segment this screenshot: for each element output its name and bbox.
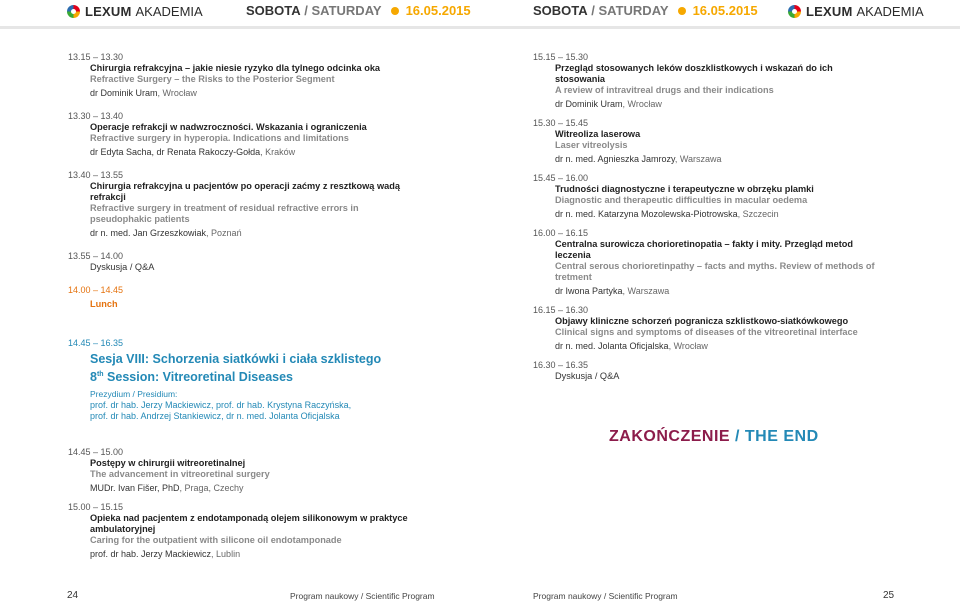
talk-speaker <box>90 482 408 494</box>
lunch-item <box>68 285 408 310</box>
speaker-city: , Lublin <box>211 549 241 560</box>
talk-item <box>533 173 883 220</box>
talk-time: 15.00 – 15.15 <box>68 502 124 513</box>
lunch-label: Lunch <box>90 299 118 309</box>
day-sep: / <box>300 3 312 18</box>
footer-label-right: Program naukowy / Scientific Program <box>533 591 678 601</box>
discussion-item <box>533 360 883 382</box>
talk-speaker <box>555 98 883 110</box>
talk-item <box>533 52 883 110</box>
page-number-left: 24 <box>67 590 79 601</box>
right-column <box>533 52 883 382</box>
speaker-city: , Warszawa <box>674 154 722 164</box>
discussion-label: Dyskusja / Q&A <box>555 371 620 381</box>
speaker-name: dr Edyta Sacha, dr Renata Rakoczy-Gołda <box>90 147 261 157</box>
logo-brand: LEXUM <box>85 3 132 19</box>
header-date-left <box>246 3 471 18</box>
lexum-logo-left <box>67 2 203 20</box>
talk-title-en: Diagnostic and therapeutic difficulties in macular oedema <box>555 195 808 205</box>
header-date-right <box>533 3 758 18</box>
talk-title-en: The advancement in vitreoretinal surgery <box>90 469 270 480</box>
speaker-name: dr n. med. Jolanta Oficjalska <box>555 341 669 351</box>
day-pl: SOBOTA <box>533 3 588 18</box>
footer-label-left: Program naukowy / Scientific Program <box>290 591 435 601</box>
talk-time: 15.30 – 15.45 <box>533 118 589 128</box>
date: 16.05.2015 <box>692 3 758 18</box>
talk-item <box>533 305 883 352</box>
speaker-name: dr n. med. Katarzyna Mozolewska-Piotrowska <box>555 209 738 219</box>
talk-title-pl: Objawy kliniczne schorzeń pogranicza szklistkowo-siatkówkowego <box>555 316 849 326</box>
talk-speaker <box>555 208 883 220</box>
speaker-name: dr Dominik Uram <box>90 88 158 98</box>
lexum-logo-right <box>788 2 924 20</box>
left-column <box>68 52 408 560</box>
talk-title-en: Refractive surgery in hyperopia. Indications and limitations <box>90 133 349 143</box>
talk-title-pl: Chirurgia refrakcyjna – jakie niesie ryzyko dla tylnego odcinka oka <box>90 63 381 73</box>
lunch-time: 14.00 – 14.45 <box>68 285 124 295</box>
talk-title-pl: Chirurgia refrakcyjna u pacjentów po operacji zaćmy z resztkową wadą refrakcji <box>90 181 400 202</box>
speaker-city: , Warszawa <box>622 286 670 296</box>
talk-item <box>533 118 883 165</box>
speaker-city: , Szczecin <box>737 209 779 219</box>
talk-item <box>68 170 408 239</box>
talk-time: 13.30 – 13.40 <box>68 111 124 121</box>
talk-time: 16.15 – 16.30 <box>533 305 589 315</box>
discussion-label: Dyskusja / Q&A <box>90 262 155 272</box>
speaker-name: dr n. med. Jan Grzeszkowiak <box>90 228 207 238</box>
talk-title-en: Laser vitreolysis <box>555 140 628 150</box>
end-banner <box>609 428 819 446</box>
presidium-names-1: prof. dr hab. Jerzy Mackiewicz, prof. dr hab. Krystyna Raczyńska, <box>90 400 352 411</box>
talk-speaker <box>90 548 408 560</box>
talk-time: 16.00 – 16.15 <box>533 228 589 238</box>
talk-time: 16.30 – 16.35 <box>533 360 589 370</box>
speaker-name: MUDr. Ivan Fišer, PhD <box>90 483 180 494</box>
talk-title-en: Clinical signs and symptoms of diseases of the vitreoretinal interface <box>555 327 858 337</box>
talk-time: 13.15 – 13.30 <box>68 52 124 62</box>
logo-brand-sub: AKADEMIA <box>856 3 924 19</box>
session-block <box>68 338 408 422</box>
talk-title-pl: Opieka nad pacjentem z endotamponadą olejem silikonowym w praktyce ambulatoryjnej <box>90 513 408 535</box>
talk-title-en: Caring for the outpatient with silicone oil endotamponade <box>90 535 342 546</box>
day-sep: / <box>587 3 599 18</box>
date: 16.05.2015 <box>405 3 471 18</box>
speaker-name: dr n. med. Agnieszka Jamrozy <box>555 154 675 164</box>
speaker-city: , Wrocław <box>622 99 662 109</box>
presidium-label: Prezydium / Presidium: <box>90 389 178 400</box>
logo-brand: LEXUM <box>806 3 853 19</box>
talk-title-pl: Trudności diagnostyczne i terapeutyczne w obrzęku plamki <box>555 184 814 194</box>
end-sep: / <box>730 428 745 445</box>
talk-speaker <box>90 227 408 239</box>
speaker-city: , Poznań <box>206 228 242 238</box>
day-pl: SOBOTA <box>246 3 301 18</box>
talk-title-pl: Centralna surowicza chorioretinopatia – fakty i mity. Przegląd metod leczenia <box>555 239 853 260</box>
talk-time: 15.15 – 15.30 <box>533 52 589 62</box>
speaker-city: , Wrocław <box>157 88 197 98</box>
header-divider <box>0 26 960 29</box>
date-dot-icon <box>391 7 399 15</box>
speaker-city: , Praga, Czechy <box>179 483 244 494</box>
session-time: 14.45 – 16.35 <box>68 338 124 348</box>
session-title-pl: Sesja VIII: Schorzenia siatkówki i ciała szklistego <box>90 352 382 366</box>
talk-item <box>533 228 883 297</box>
talk-title-en: Refractive Surgery – the Risks to the Posterior Segment <box>90 74 335 84</box>
discussion-item <box>68 251 408 273</box>
talk-title-pl: Postępy w chirurgii witreoretinalnej <box>90 458 246 469</box>
talk-time: 15.45 – 16.00 <box>533 173 589 183</box>
talk-title-en: Central serous chorioretinpathy – facts and myths. Review of methods of tretment <box>555 261 875 282</box>
day-en: SATURDAY <box>311 3 382 18</box>
talk-time: 13.55 – 14.00 <box>68 251 124 261</box>
end-label-pl: ZAKOŃCZENIE <box>609 428 731 445</box>
logo-brand-sub: AKADEMIA <box>135 3 203 19</box>
talk-speaker <box>90 87 408 99</box>
talk-speaker <box>555 153 883 165</box>
talk-title-pl: Operacje refrakcji w nadwzroczności. Wskazania i ograniczenia <box>90 122 367 132</box>
talk-speaker <box>90 146 408 158</box>
page-number-right: 25 <box>883 590 895 601</box>
speaker-name: dr Dominik Uram <box>555 99 623 109</box>
talk-speaker <box>555 340 883 352</box>
speaker-city: , Wrocław <box>668 341 708 351</box>
speaker-name: dr Iwona Partyka <box>555 286 623 296</box>
talk-speaker <box>555 285 883 297</box>
lexum-logo-icon <box>788 5 801 18</box>
speaker-city: , Kraków <box>260 147 296 157</box>
talk-item <box>68 502 408 560</box>
lexum-logo-icon <box>67 5 80 18</box>
talk-item <box>68 52 408 99</box>
talk-title-en: A review of intravitreal drugs and their indications <box>555 85 774 95</box>
talk-time: 14.45 – 15.00 <box>68 447 124 458</box>
talk-title-pl: Witreoliza laserowa <box>555 129 641 139</box>
talk-item <box>68 111 408 158</box>
speaker-name: prof. dr hab. Jerzy Mackiewicz <box>90 549 212 560</box>
talk-time: 13.40 – 13.55 <box>68 170 124 180</box>
end-label-en: THE END <box>744 428 819 445</box>
date-dot-icon <box>678 7 686 15</box>
talk-title-pl: Przegląd stosowanych leków doszklistkowych i wskazań do ich stosowania <box>555 63 833 84</box>
talk-title-en: Refractive surgery in treatment of residual refractive errors in pseudophakic patients <box>90 203 359 224</box>
talk-item <box>68 447 408 494</box>
session-title-en: 8th Session: Vitreoretinal Diseases <box>90 370 294 385</box>
presidium-names-2: prof. dr hab. Andrzej Stankiewicz, dr n. med. Jolanta Oficjalska <box>90 411 340 422</box>
day-en: SATURDAY <box>598 3 669 18</box>
